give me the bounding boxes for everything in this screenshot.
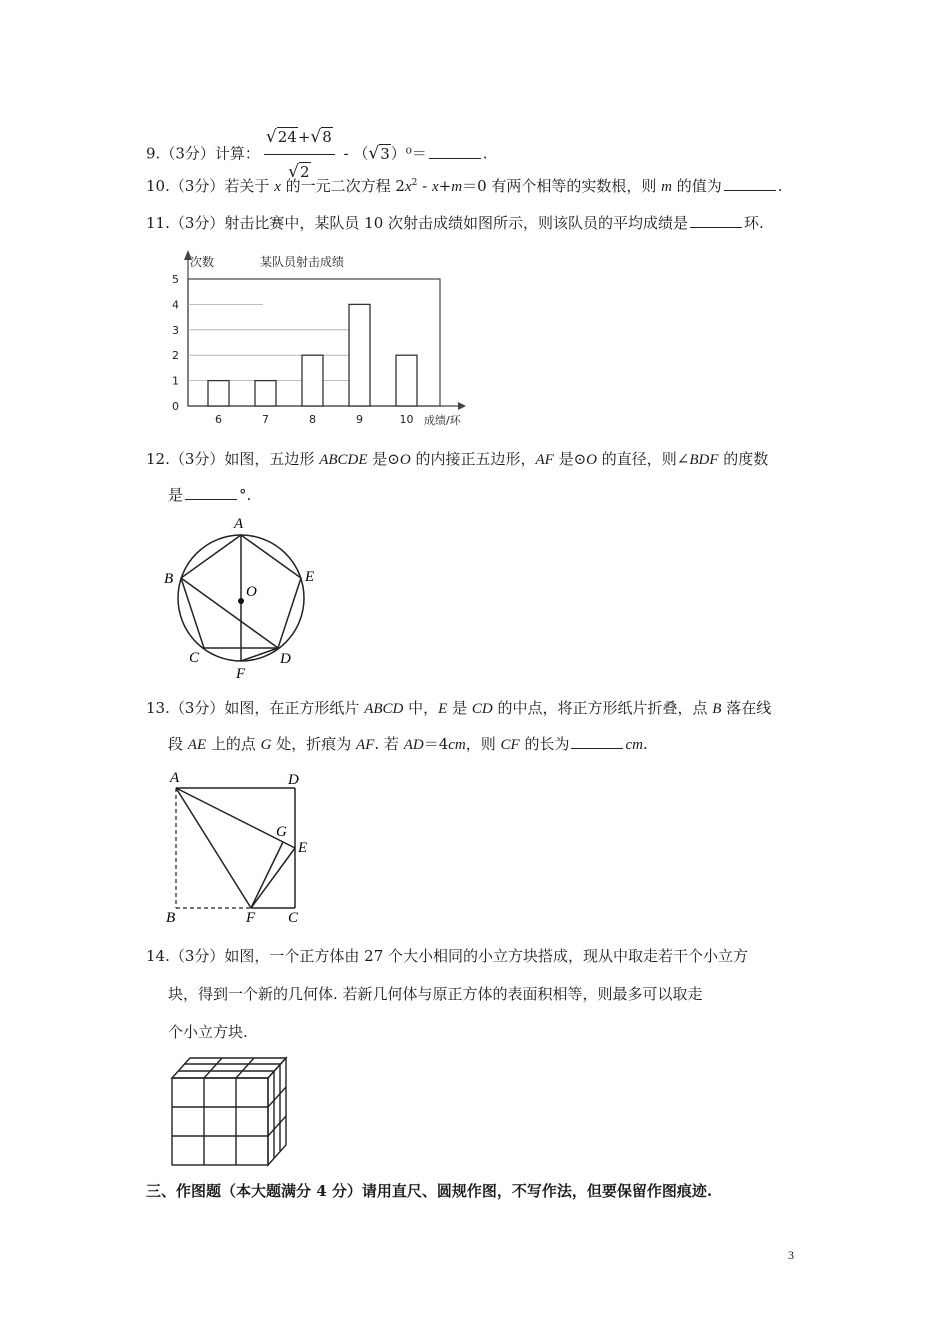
question-9: 9.（3分）计算： $\frac{√24+√8}{√2}$ - （√3）⁰＝ .: [146, 120, 488, 189]
cube-figure: [164, 1050, 304, 1170]
q13-text: 处，折痕为: [271, 735, 357, 753]
label-d: D: [280, 651, 291, 667]
segment-gf: [251, 842, 283, 908]
q10-var-m: m: [451, 179, 463, 195]
question-10: [146, 172, 783, 198]
q13-var: AF: [356, 737, 375, 753]
y-tick-label: 3: [172, 323, 179, 337]
question-number: 13.: [146, 699, 170, 717]
answer-blank: [429, 144, 481, 159]
q9-prefix: 计算：: [214, 144, 260, 163]
q12-var: AF: [535, 452, 554, 468]
q13-var: CD: [471, 701, 493, 717]
center-dot: [238, 598, 244, 604]
q12-var: O: [586, 452, 597, 468]
q10-var-x: x: [431, 179, 439, 195]
q13-text: . 若: [374, 735, 404, 753]
y-tick-label: 0: [172, 400, 179, 413]
y-tick-label: 1: [172, 374, 179, 388]
q10-var-x: x: [274, 179, 281, 195]
label-b: B: [164, 571, 174, 587]
question-number: 12.: [146, 450, 170, 468]
q9-numerator: √24+√8: [264, 120, 335, 155]
question-14: [146, 945, 748, 967]
q13-text: 段: [168, 735, 188, 753]
x-tick-label: 8: [309, 413, 316, 426]
q13-text: 如图，在正方形纸片: [224, 699, 365, 717]
question-11: [146, 212, 764, 234]
q14-text: 如图，一个正方体由 27 个大小相同的小立方块搭成，现从中取走若干个小立方: [224, 947, 749, 965]
question-number: 9.: [146, 144, 161, 163]
pentagon-circle-figure: [158, 512, 338, 682]
label-d: D: [288, 772, 299, 788]
page-number: 3: [788, 1248, 794, 1262]
q13-var: B: [712, 701, 722, 717]
q10-text: ＝0 有两个相等的实数根，则: [462, 177, 662, 195]
section-3-heading: 三、作图题（本大题满分 4 分）请用直尺、圆规作图，不写作法，但要保留作图痕迹.: [146, 1182, 713, 1200]
q13-unit: cm: [448, 737, 466, 753]
q12-text: 是⊙: [553, 450, 587, 468]
label-o: O: [246, 584, 257, 600]
bar-6: [208, 381, 229, 406]
q14-text: 块，得到一个新的几何体. 若新几何体与原正方体的表面积相等，则最多可以取走: [168, 985, 703, 1003]
q9-plus: +: [297, 128, 311, 146]
fold-af: [176, 788, 251, 908]
answer-blank: [690, 213, 742, 228]
x-tick-label: 6: [215, 413, 222, 426]
x-tick-label: 9: [356, 413, 363, 426]
segment-df: [241, 648, 278, 661]
y-tick-label: 2: [172, 349, 179, 363]
question-13-line-2: [168, 733, 648, 756]
q9-radicand-a: 24: [277, 128, 297, 146]
q13-text: ＝4: [423, 735, 449, 753]
bar-8: [302, 355, 323, 406]
q9-radicand-c: 3: [380, 144, 390, 163]
x-tick-label: 7: [262, 413, 269, 426]
q13-var: AE: [187, 737, 207, 753]
bar-9: [349, 304, 370, 406]
q12-var: O: [399, 452, 411, 468]
q12-var: BDF: [689, 452, 719, 468]
q13-unit: cm: [625, 737, 643, 753]
label-e: E: [298, 840, 308, 856]
q9-tail: ）⁰＝: [390, 144, 427, 163]
segment-fe: [251, 848, 295, 908]
y-axis-label: 次数: [190, 255, 215, 269]
x-axis-arrow: [458, 402, 466, 410]
q12-text: 的直径，则∠: [597, 450, 690, 468]
q13-var: AD: [403, 737, 424, 753]
q12-text: 是: [168, 486, 184, 504]
q10-text: 若关于: [224, 177, 275, 195]
q13-var: E: [438, 701, 448, 717]
q13-var: ABCD: [364, 701, 404, 717]
x-axis-label: 成绩/环: [424, 414, 461, 426]
question-score: （3分）: [169, 450, 225, 468]
q13-var: G: [260, 737, 272, 753]
question-12: [146, 448, 768, 471]
q13-end: .: [642, 735, 648, 753]
label-e: E: [305, 569, 315, 585]
q9-radicand-den: 2: [299, 163, 310, 181]
question-number: 10.: [146, 177, 170, 195]
question-score: （3分）: [169, 177, 225, 195]
y-tick-label: 4: [172, 298, 179, 312]
q11-end: 环.: [744, 214, 764, 232]
q13-text: 上的点: [206, 735, 261, 753]
q10-text: 的值为: [672, 177, 722, 195]
q13-text: 落在线: [721, 699, 772, 717]
segment-bd: [181, 578, 278, 648]
q9-radicand-b: 8: [322, 128, 332, 146]
q12-text: 的内接正五边形，: [410, 450, 536, 468]
question-score: （3分）: [169, 699, 225, 717]
q9-end: .: [482, 144, 488, 163]
question-13: [146, 697, 771, 720]
q10-exponent: 2: [411, 178, 418, 188]
q13-text: 中，: [403, 699, 439, 717]
q11-text: 射击比赛中，某队员 10 次射击成绩如图所示，则该队员的平均成绩是: [224, 214, 689, 232]
question-number: 14.: [146, 947, 170, 965]
folded-square-figure: [160, 768, 320, 928]
x-tick-label: 10: [399, 413, 414, 426]
q13-text: 的中点，将正方形纸片折叠，点: [492, 699, 713, 717]
question-score: （3分）: [169, 947, 225, 965]
q13-text: 是: [447, 699, 472, 717]
shooting-score-bar-chart: [160, 246, 480, 426]
question-14-line-3: [168, 1021, 248, 1043]
q10-text: +: [438, 177, 452, 195]
label-a: A: [170, 770, 180, 786]
q13-text: ，则: [465, 735, 501, 753]
label-b: B: [166, 910, 176, 926]
question-14-line-2: [168, 983, 703, 1005]
q9-minus: - （: [338, 144, 369, 163]
q13-var: CF: [500, 737, 520, 753]
answer-blank: [185, 485, 237, 500]
label-c: C: [288, 910, 299, 926]
q9-denominator: √2: [288, 162, 310, 182]
q10-text: 的一元二次方程 2: [280, 177, 405, 195]
label-f: F: [246, 910, 256, 926]
q10-end: .: [777, 177, 783, 195]
question-score: （3分）: [169, 214, 225, 232]
answer-blank: [571, 734, 623, 749]
label-g: G: [276, 824, 287, 840]
q10-var-x: x: [404, 179, 412, 195]
question-12-line-2: [168, 484, 251, 506]
question-score: （3分）: [160, 144, 215, 163]
y-tick-label: 5: [172, 273, 179, 286]
question-number: 11.: [146, 214, 170, 232]
label-a: A: [234, 516, 244, 532]
q12-text: 如图，五边形: [224, 450, 320, 468]
answer-blank: [724, 176, 776, 191]
bar-7: [255, 381, 276, 406]
q12-text: 的度数: [718, 450, 769, 468]
q14-text: 个小立方块.: [168, 1023, 248, 1041]
bar-10: [396, 355, 417, 406]
q12-var: ABCDE: [319, 452, 368, 468]
chart-title: 某队员射击成绩: [260, 255, 345, 269]
q12-text: 是⊙: [367, 450, 400, 468]
q10-text: -: [417, 177, 432, 195]
label-c: C: [189, 650, 200, 666]
q12-text: °.: [239, 486, 252, 504]
label-f: F: [236, 666, 246, 682]
q13-text: 的长为: [519, 735, 570, 753]
q10-var-m: m: [661, 179, 672, 195]
